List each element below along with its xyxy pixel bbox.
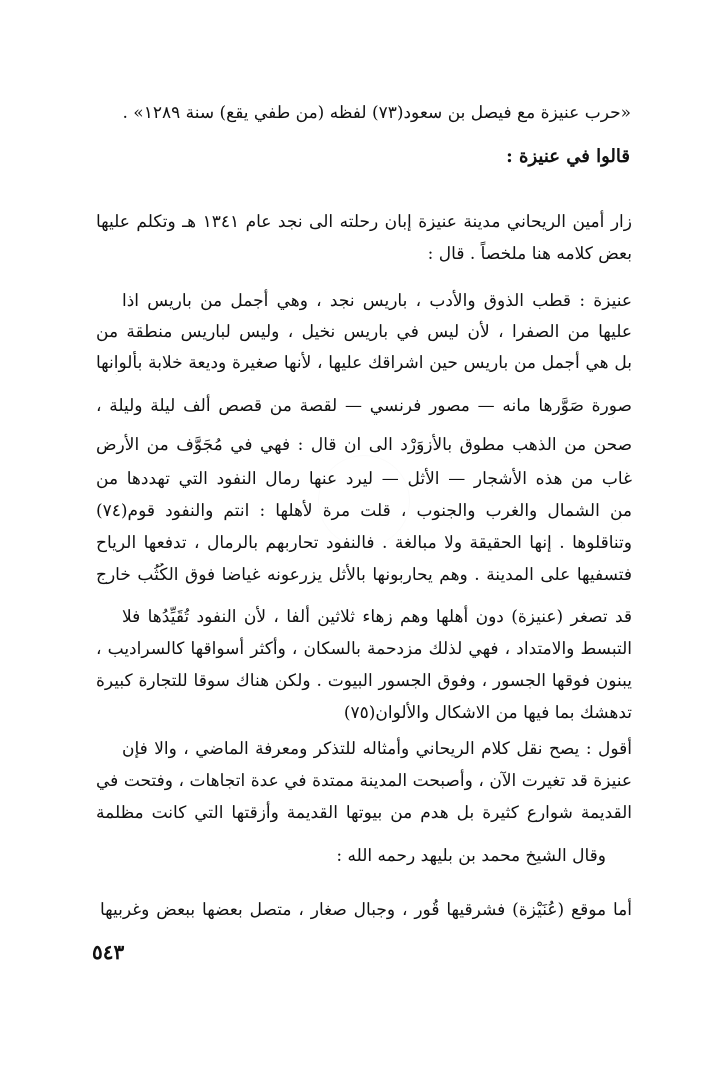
scan-watermark bbox=[318, 455, 410, 547]
text-line: يبنون فوقها الجسور ، وفوق الجسور البيوت . ولكن هناك سوقا للتجارة كبيرة bbox=[96, 671, 632, 691]
text-line: وتناقلوها . إنها الحقيقة ولا مبالغة . فالنفود تحاربهم بالرمال ، تدفعها الرياح bbox=[96, 533, 632, 553]
text-line: التبسط والامتداد ، فهي لذلك مزدحمة بالسكان ، وأكثر أسواقها كالسراديب ، bbox=[96, 639, 632, 659]
text-line: عليها من الصفرا ، لأن ليس في باريس نخيل ، وليس لباريس منطقة من bbox=[96, 322, 632, 342]
text-line: عنيزة : قطب الذوق والأدب ، باريس نجد ، وهي أجمل من باريس اذا bbox=[122, 291, 632, 311]
text-line: أما موقع (عُنَيْزة) فشرقيها قُور ، وجبال صغار ، متصل بعضها ببعض وغربيها bbox=[100, 900, 632, 920]
text-line: «حرب عنيزة مع فيصل بن سعود(٧٣) لفظه (من طفي يقع) سنة ١٢٨٩» . bbox=[122, 103, 631, 123]
text-line: قد تصغر (عنيزة) دون أهلها وهم زهاء ثلاثين ألفا ، لأن النفود تُقَيِّدُها فلا bbox=[122, 607, 632, 627]
text-line: صورة صَوَّرها مانه — مصور فرنسي — لقصة من قصص ألف ليلة وليلة ، bbox=[96, 396, 632, 416]
text-line: عنيزة قد تغيرت الآن ، وأصبحت المدينة ممتدة في عدة اتجاهات ، وفتحت في bbox=[96, 771, 632, 791]
text-line: غاب من هذه الأشجار — الأثل — ليرد عنها رمال النفود التي تهددها من bbox=[96, 469, 632, 489]
text-line: بل هي أجمل من باريس حين اشراقك عليها ، لأنها صغيرة وديعة خلابة بألوانها bbox=[96, 353, 632, 373]
text-line: صحن من الذهب مطوق بالأزوَرْد الى ان قال : فهي في مُجَوَّف من الأرض bbox=[96, 435, 632, 455]
text-line: وقال الشيخ محمد بن بليهد رحمه الله : bbox=[336, 846, 606, 866]
text-line: بعض كلامه هنا ملخصاً . قال : bbox=[427, 244, 632, 264]
text-line: أقول : يصح نقل كلام الريحاني وأمثاله للتذكر ومعرفة الماضي ، والا فإن bbox=[122, 739, 632, 759]
text-line: القديمة شوارع كثيرة بل هدم من بيوتها القديمة وأزقتها التي كانت مظلمة bbox=[96, 803, 632, 823]
section-heading: قالوا في عنيزة : bbox=[506, 146, 630, 167]
text-line: زار أمين الريحاني مدينة عنيزة إبان رحلته الى نجد عام ١٣٤١ هـ وتكلم عليها bbox=[96, 212, 632, 232]
text-line: فتسفيها على المدينة . وهم يحاربونها بالأثل يزرعونه غياضا فوق الكُثُب خارج bbox=[96, 565, 632, 585]
text-line: تدهشك بما فيها من الاشكال والألوان(٧٥) bbox=[343, 703, 632, 723]
text-line: من الشمال والغرب والجنوب ، قلت مرة لأهلها : انتم والنفود قوم(٧٤) bbox=[96, 501, 632, 521]
page-number: ٥٤٣ bbox=[92, 940, 125, 964]
